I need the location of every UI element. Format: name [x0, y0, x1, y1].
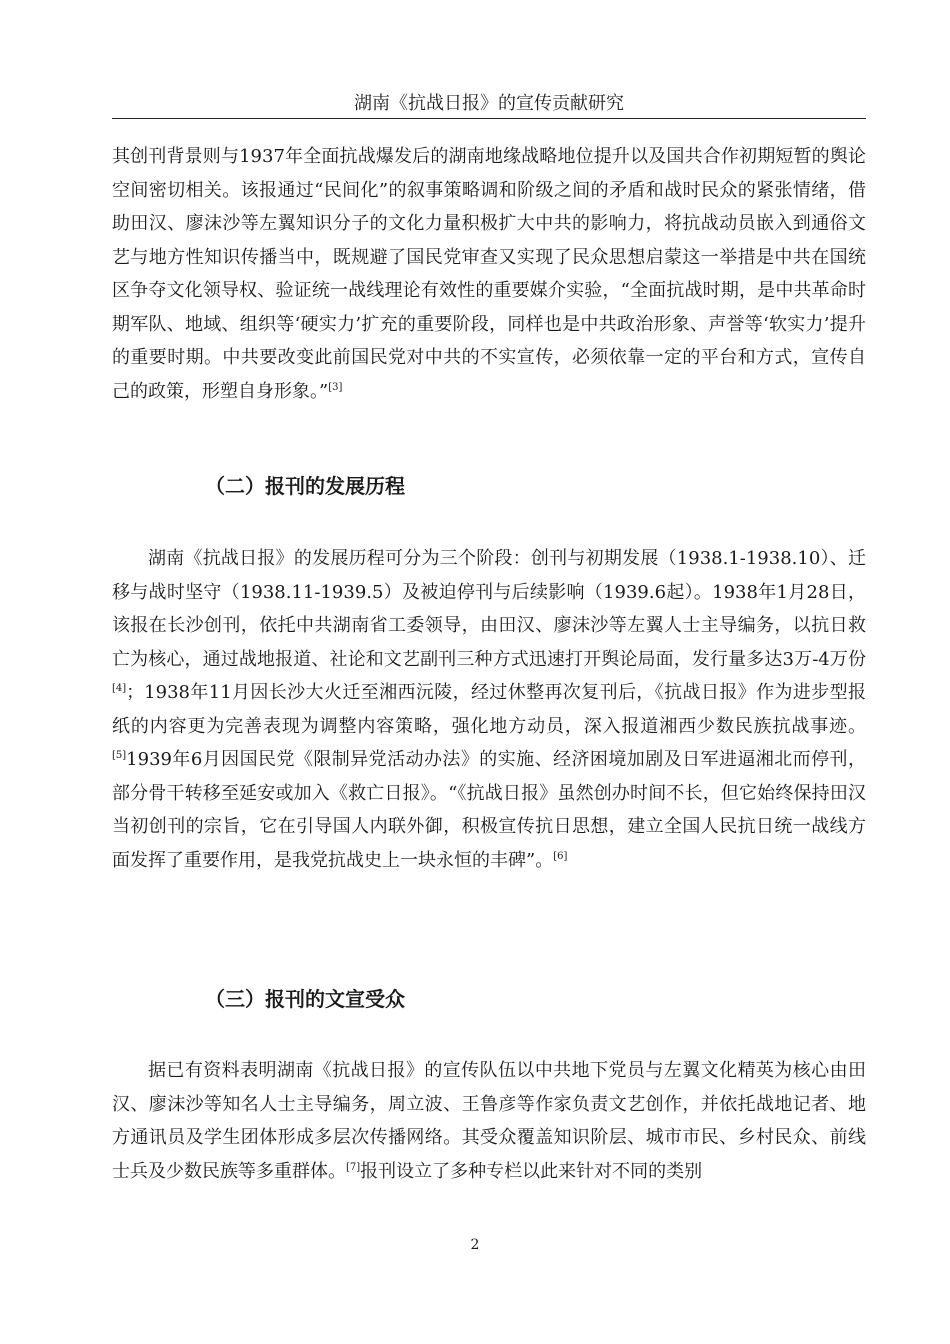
- paragraph-development: [112, 542, 866, 877]
- page-number: 2: [470, 1237, 480, 1253]
- citation-3[interactable]: [3]: [328, 381, 343, 393]
- paragraph-text: 其创刊背景则与1937年全面抗战爆发后的湖南地缘战略地位提升以及国共合作初期短暂的舆论空间密切相关。该报通过“民间化”的叙事策略调和阶级之间的矛盾和战时民众的紧张情绪，借助田汉、廖沫沙等左翼知识分子的文化力量积极扩大中共的影响力，将抗战动员嵌入到通俗文艺与地方性知识传播当中，既规避了国民党审查又实现了民众思想启蒙这一举措是中共在国统区争夺文化领导权、验证统一战线理论有效性的重要媒介实验，“全面抗战时期，是中共革命时期军队、地域、组织等‘硬实力’扩充的重要阶段，同样也是中共政治形象、声誉等‘软实力’提升的重要时期。中共要改变此前国民党对中共的不实宣传，必须依靠一定的平台和方式，宣传自己的政策，形塑自身形象。”: [112, 146, 866, 402]
- running-header: 湖南《抗战日报》的宣传贡献研究: [354, 93, 624, 114]
- section-heading-development: （二）报刊的发展历程: [205, 474, 405, 498]
- citation-6[interactable]: [6]: [553, 850, 568, 862]
- citation-5[interactable]: [5]: [112, 750, 127, 761]
- paragraph-audience: [112, 1054, 866, 1188]
- paragraph-text: 1939年6月因国民党《限制异党活动办法》的实施、经济困境加剧及日军进逼湘北而停刊，部分骨干转移至延安或加入《救亡日报》。“《抗战日报》虽然创办时间不长，但它始终保持田汉当初创刊的宗旨，它在引导国人内联外御，积极宣传抗日思想，建立全国人民抗日统一战线方面发挥了重要作用，是我党抗战史上一块永恒的丰碑”。: [112, 749, 866, 871]
- citation-7[interactable]: [7]: [346, 1161, 361, 1173]
- paragraph-text: 据已有资料表明湖南《抗战日报》的宣传队伍以中共地下党员与左翼文化精英为核心由田汉、廖沫沙等知名人士主导编务，周立波、王鲁彦等作家负责文艺创作，并依托战地记者、地方通讯员及学生团体形成多层次传播网络。其受众覆盖知识阶层、城市市民、乡村民众、前线士兵及少数民族等多重群体。: [112, 1060, 866, 1182]
- citation-4[interactable]: [4]: [112, 683, 127, 694]
- paragraph-background: [112, 140, 866, 408]
- header-divider: [112, 118, 866, 119]
- paragraph-text: 湖南《抗战日报》的发展历程可分为三个阶段：创刊与初期发展（1938.1-1938.10）、迁移与战时坚守（1938.11-1939.5）及被迫停刊与后续影响（1939.6起）。1938年1月28日，该报在长沙创刊，依托中共湖南省工委领导，由田汉、廖沫沙等左翼人士主导编务，以抗日救亡为核心，通过战地报道、社论和文艺副刊三种方式迅速打开舆论局面，发行量多达3万-4万份: [112, 548, 866, 670]
- paragraph-text: 报刊设立了多种专栏以此来针对不同的类别: [360, 1160, 703, 1182]
- section-heading-audience: （三）报刊的文宣受众: [205, 987, 405, 1011]
- paragraph-text: ；1938年11月因长沙大火迁至湘西沅陵，经过休整再次复刊后，《抗战日报》作为进步型报纸的内容更为完善表现为调整内容策略，强化地方动员，深入报道湘西少数民族抗战事迹。: [112, 682, 866, 737]
